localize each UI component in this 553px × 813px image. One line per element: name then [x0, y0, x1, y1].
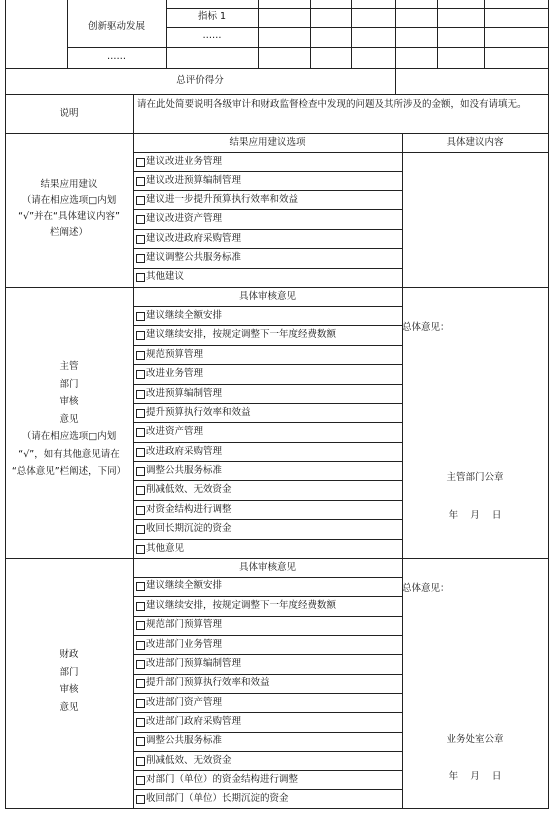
dept-option-checkbox[interactable] [136, 326, 336, 344]
result-option-checkbox[interactable] [136, 172, 241, 190]
result-option-label: 建议调整公共服务标准 [146, 252, 242, 263]
checkbox-icon[interactable] [136, 312, 145, 321]
explain-text: 请在此处简要说明各级审计和财政监督检查中发现的问题及其所涉及的金额，如没有请填无。 [137, 99, 527, 110]
finance-option-checkbox[interactable] [136, 732, 222, 750]
finance-option-label: 建议继续安排，按规定调整下一年度经费数额 [146, 600, 337, 611]
dept-option-checkbox[interactable] [136, 462, 222, 480]
result-label-line: 结果应用建议 [40, 179, 98, 190]
checkbox-icon[interactable] [136, 428, 145, 437]
finance-option-label: 改进部门预算编制管理 [146, 658, 242, 669]
finance-option-checkbox[interactable] [136, 577, 222, 595]
checkbox-icon[interactable] [136, 351, 145, 360]
checkbox-icon[interactable] [136, 448, 145, 457]
result-option-label: 建议改进业务管理 [146, 156, 223, 167]
result-option-checkbox[interactable] [136, 153, 222, 171]
result-option-checkbox[interactable] [136, 249, 241, 267]
result-option-checkbox[interactable] [136, 230, 241, 248]
grid-line [5, 133, 548, 134]
dept-review-header: 具体审核意见 [238, 291, 296, 302]
finance-option-label: 削减低效、无效资金 [146, 755, 232, 766]
grid-line [133, 94, 134, 809]
grid-line [402, 133, 403, 809]
dept-option-label: 改进资产管理 [146, 426, 204, 437]
dept-seal-label: 主管部门公章 [446, 472, 504, 483]
dept-overall-label: 总体意见： [402, 322, 450, 333]
result-option-label: 建议改进预算编制管理 [146, 175, 242, 186]
dept-option-label: 改进业务管理 [146, 368, 204, 379]
category-ellipsis-cell: …… [107, 51, 126, 62]
finance-option-label: 规范部门预算管理 [146, 619, 223, 630]
grid-line [437, 0, 438, 68]
checkbox-icon[interactable] [136, 660, 145, 669]
dept-option-checkbox[interactable] [136, 501, 232, 519]
result-option-checkbox[interactable] [136, 191, 298, 209]
dept-label-line: 审核 [59, 396, 79, 407]
finance-option-checkbox[interactable] [136, 674, 270, 692]
checkbox-icon[interactable] [136, 331, 145, 340]
dept-option-label: 调整公共服务标准 [146, 465, 223, 476]
explain-label: 说明 [59, 108, 79, 119]
finance-option-checkbox[interactable] [136, 713, 241, 731]
finance-option-checkbox[interactable] [136, 636, 222, 654]
result-option-checkbox[interactable] [136, 210, 222, 228]
dept-label-line: “总体意见”栏阐述，下同） [11, 466, 127, 477]
checkbox-icon[interactable] [136, 390, 145, 399]
finance-option-label: 对部门（单位）的资金结构进行调整 [146, 774, 299, 785]
dept-label-line: 主管 [59, 361, 79, 372]
dept-label-line: （请在相应选项□内划 [21, 431, 117, 442]
result-label-line: （请在相应选项□内划 [21, 195, 117, 206]
grid-line [5, 287, 548, 288]
finance-option-checkbox[interactable] [136, 616, 222, 634]
checkbox-icon[interactable] [136, 776, 145, 785]
checkbox-icon[interactable] [136, 602, 145, 611]
checkbox-icon[interactable] [136, 506, 145, 515]
finance-option-label: 改进部门政府采购管理 [146, 716, 242, 727]
result-option-label: 建议改进资产管理 [146, 213, 223, 224]
total-score-label: 总评价得分 [176, 75, 224, 86]
checkbox-icon[interactable] [136, 486, 145, 495]
checkbox-icon[interactable] [136, 409, 145, 418]
checkbox-icon[interactable] [136, 254, 145, 263]
category-cell: 创新驱动发展 [87, 21, 145, 32]
checkbox-icon[interactable] [136, 795, 145, 804]
finance-option-label: 提升部门预算执行效率和效益 [146, 677, 270, 688]
finance-label-line: 部门 [59, 666, 79, 678]
dept-label-line: 意见 [59, 413, 79, 425]
checkbox-icon[interactable] [136, 158, 145, 167]
checkbox-icon[interactable] [136, 545, 145, 554]
grid-line [166, 27, 548, 28]
dept-option-checkbox[interactable] [136, 385, 222, 403]
dept-option-label: 规范预算管理 [146, 349, 204, 360]
dept-label [5, 358, 133, 481]
grid-line [166, 8, 548, 9]
dept-option-label: 改进政府采购管理 [146, 446, 223, 457]
checkbox-icon[interactable] [136, 582, 145, 591]
checkbox-icon[interactable] [136, 177, 145, 186]
dept-option-label: 改进预算编制管理 [146, 388, 223, 399]
finance-label-line: 意见 [59, 701, 79, 713]
dept-option-checkbox[interactable] [136, 481, 232, 499]
result-option-label: 其他建议 [146, 271, 185, 282]
result-label [5, 177, 133, 241]
checkbox-icon[interactable] [136, 235, 145, 244]
finance-option-checkbox[interactable] [136, 694, 222, 712]
table-right-border [548, 0, 549, 809]
finance-option-label: 建议继续全额安排 [146, 580, 223, 591]
grid-line [67, 47, 548, 48]
dept-option-label: 其他意见 [146, 543, 185, 554]
finance-option-label: 改进部门业务管理 [146, 639, 223, 650]
dept-option-label: 削减低效、无效资金 [146, 484, 232, 495]
checkbox-icon[interactable] [136, 699, 145, 708]
dept-option-checkbox[interactable] [136, 365, 203, 383]
checkbox-icon[interactable] [136, 641, 145, 650]
dept-option-label: 建议继续全额安排 [146, 310, 223, 321]
grid-line [5, 94, 548, 95]
checkbox-icon[interactable] [136, 273, 145, 282]
grid-line [310, 0, 311, 68]
finance-label-line: 财政 [59, 649, 79, 660]
checkbox-icon[interactable] [136, 196, 145, 205]
checkbox-icon[interactable] [136, 718, 145, 727]
dept-label-line: “√”，如有其他意见请在 [18, 448, 120, 460]
finance-option-checkbox[interactable] [136, 790, 289, 808]
dept-option-label: 对资金结构进行调整 [146, 504, 232, 515]
result-option-checkbox[interactable] [136, 268, 184, 286]
finance-overall-label: 总体意见： [402, 583, 450, 594]
dept-option-checkbox[interactable] [136, 307, 222, 325]
dept-option-checkbox[interactable] [136, 404, 251, 422]
checkbox-icon[interactable] [136, 679, 145, 688]
finance-option-checkbox[interactable] [136, 655, 241, 673]
dept-option-checkbox[interactable] [136, 346, 203, 364]
indicator-ellipsis-cell: …… [202, 30, 222, 41]
checkbox-icon[interactable] [136, 467, 145, 476]
dept-label-line: 部门 [59, 378, 79, 390]
finance-option-label: 改进部门资产管理 [146, 697, 223, 708]
table-bottom-border [5, 808, 548, 809]
checkbox-icon[interactable] [136, 621, 145, 630]
checkbox-icon[interactable] [136, 215, 145, 224]
dept-option-checkbox[interactable] [136, 423, 203, 441]
dept-date-label: 年 月 日 [448, 510, 502, 521]
checkbox-icon[interactable] [136, 757, 145, 766]
finance-label-line: 审核 [59, 684, 79, 695]
finance-option-checkbox[interactable] [136, 597, 336, 615]
result-label-line: “√”并在“具体建议内容” [18, 211, 120, 222]
finance-seal-label: 业务处室公章 [446, 734, 504, 745]
result-option-label: 建议改进政府采购管理 [146, 233, 242, 244]
finance-option-checkbox[interactable] [136, 752, 232, 770]
finance-option-label: 调整公共服务标准 [146, 735, 223, 746]
finance-label [5, 646, 133, 716]
finance-option-checkbox[interactable] [136, 771, 298, 789]
dept-option-label: 收回长期沉淀的资金 [146, 523, 232, 534]
result-option-label: 建议进一步提升预算执行效率和效益 [146, 194, 299, 205]
grid-line [5, 558, 548, 559]
checkbox-icon[interactable] [136, 737, 145, 746]
checkbox-icon[interactable] [136, 525, 145, 534]
dept-option-label: 建议继续安排，按规定调整下一年度经费数额 [146, 329, 337, 340]
indicator-1-cell: 指标 1 [197, 11, 227, 22]
finance-date-label: 年 月 日 [448, 771, 502, 782]
finance-option-label: 收回部门（单位）长期沉淀的资金 [146, 793, 289, 804]
result-label-line: 栏阐述） [49, 227, 88, 238]
dept-option-checkbox[interactable] [136, 520, 232, 538]
grid-line [351, 0, 352, 68]
grid-line [5, 68, 548, 69]
dept-option-label: 提升预算执行效率和效益 [146, 407, 251, 418]
grid-line [258, 0, 259, 68]
result-content-header: 具体建议内容 [446, 137, 504, 148]
dept-option-checkbox[interactable] [136, 540, 184, 558]
result-options-header: 结果应用建议选项 [229, 137, 306, 148]
checkbox-icon[interactable] [136, 370, 145, 379]
finance-review-header: 具体审核意见 [238, 562, 296, 573]
grid-line [484, 0, 485, 68]
dept-option-checkbox[interactable] [136, 443, 222, 461]
